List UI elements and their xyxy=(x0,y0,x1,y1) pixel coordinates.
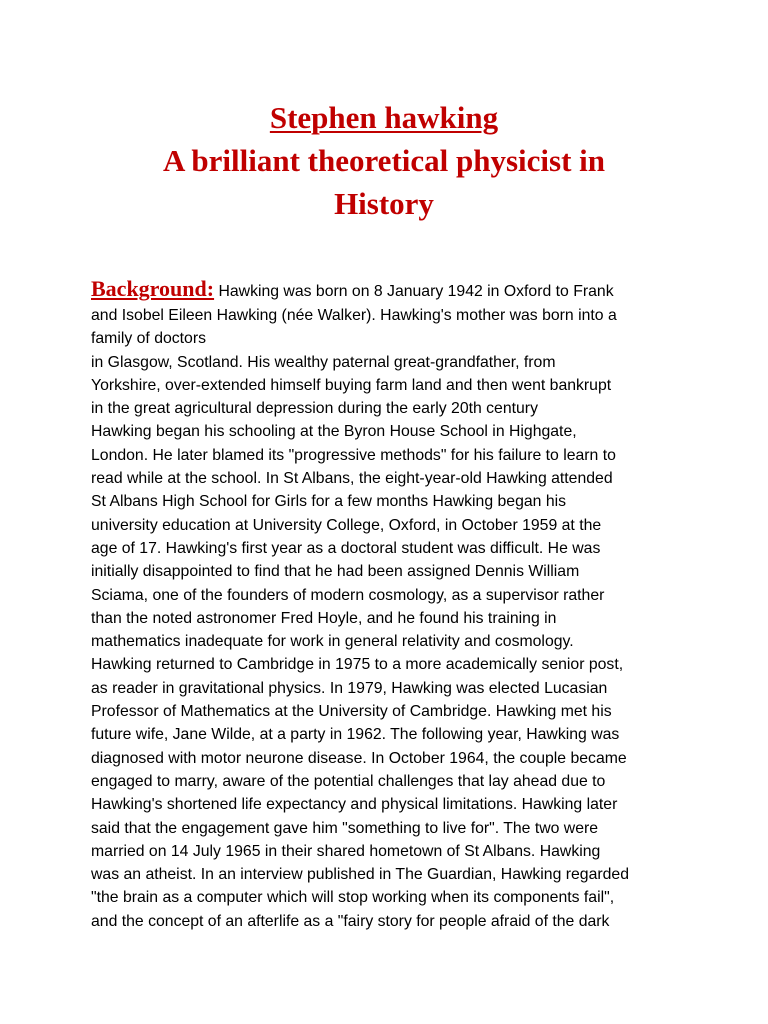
paragraph-line: Sciama, one of the founders of modern cosmology, as a supervisor rather xyxy=(91,586,605,604)
title-line-2: A brilliant theoretical physicist in xyxy=(162,143,606,178)
paragraph-line: as reader in gravitational physics. In 1979, Hawking was elected Lucasian xyxy=(91,679,608,697)
paragraph-line: and Isobel Eileen Hawking (née Walker). Hawking's mother was born into a xyxy=(91,307,617,324)
paragraph-line: initially disappointed to find that he had been assigned Dennis William xyxy=(91,563,580,581)
paragraph-line: than the noted astronomer Fred Hoyle, and he found his training in xyxy=(91,609,557,627)
paragraph-line: was an atheist. In an interview published in The Guardian, Hawking regarded xyxy=(91,866,629,884)
paragraph-line: mathematics inadequate for work in general relativity and cosmology. xyxy=(91,633,574,651)
first-line-text: Hawking was born on 8 January 1942 in Oxford to Frank xyxy=(214,283,614,300)
document-title xyxy=(0,96,768,225)
paragraph-line: married on 14 July 1965 in their shared hometown of St Albans. Hawking xyxy=(91,842,601,860)
paragraph-line: in the great agricultural depression during the early 20th century xyxy=(91,400,538,418)
paragraph-line: "the brain as a computer which will stop working when its components fail", xyxy=(91,889,615,907)
paragraph-line: Hawking's shortened life expectancy and physical limitations. Hawking later xyxy=(91,796,618,814)
paragraph-line: and the concept of an afterlife as a "fairy story for people afraid of the dark xyxy=(91,912,610,930)
paragraph-line: said that the engagement gave him "something to live for". The two were xyxy=(91,819,599,837)
paragraph-line: future wife, Jane Wilde, at a party in 1962. The following year, Hawking was xyxy=(91,726,620,744)
paragraph-line: family of doctors xyxy=(91,330,207,348)
paragraph-line: Professor of Mathematics at the University of Cambridge. Hawking met his xyxy=(91,703,612,721)
body-paragraph xyxy=(91,276,691,933)
title-line-1: Stephen hawking xyxy=(269,100,499,135)
paragraph-line: university education at University College, Oxford, in October 1959 at the xyxy=(91,516,602,534)
paragraph-first-line xyxy=(91,276,691,305)
paragraph-line: London. He later blamed its "progressive methods" for his failure to learn to xyxy=(91,446,616,464)
title-line-3: History xyxy=(334,186,434,221)
paragraph-line: read while at the school. In St Albans, the eight-year-old Hawking attended xyxy=(91,470,613,488)
paragraph-line: Hawking began his schooling at the Byron House School in Highgate, xyxy=(91,423,577,441)
section-heading-background: Background: xyxy=(91,276,215,301)
paragraph-line: Yorkshire, over-extended himself buying farm land and then went bankrupt xyxy=(91,376,612,394)
paragraph-line: in Glasgow, Scotland. His wealthy paternal great-grandfather, from xyxy=(91,353,556,371)
paragraph-line: engaged to marry, aware of the potential challenges that lay ahead due to xyxy=(91,772,606,790)
paragraph-line: diagnosed with motor neurone disease. In October 1964, the couple became xyxy=(91,749,627,767)
paragraph-line: St Albans High School for Girls for a few months Hawking began his xyxy=(91,493,567,511)
paragraph-line: Hawking returned to Cambridge in 1975 to a more academically senior post, xyxy=(91,656,624,674)
paragraph-line: age of 17. Hawking's first year as a doctoral student was difficult. He was xyxy=(91,539,601,557)
